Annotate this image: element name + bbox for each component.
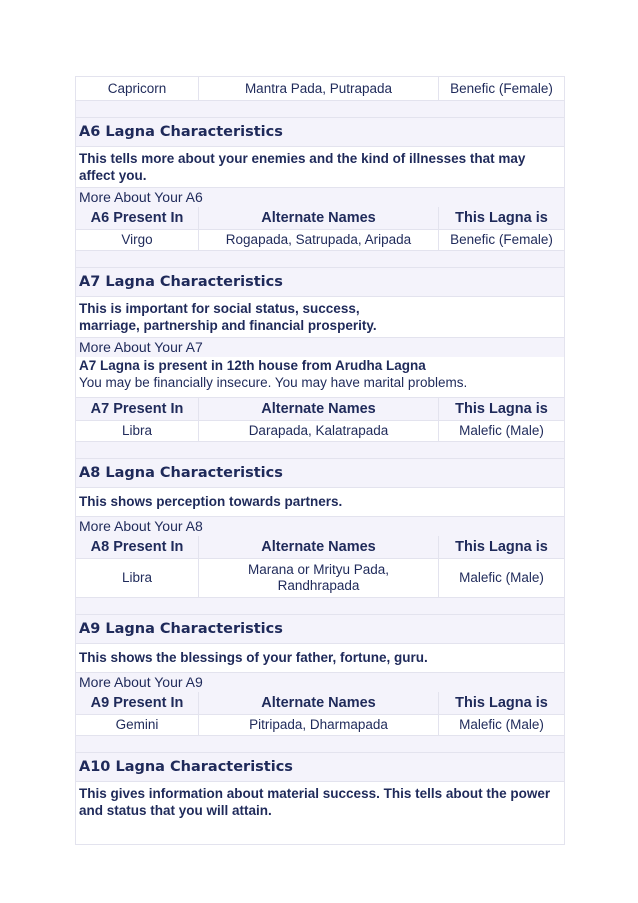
a9-description: This shows the blessings of your father, fortune, guru.: [76, 644, 564, 673]
present-cell: Capricorn: [76, 77, 199, 100]
a9-more-about: More About Your A9: [76, 673, 564, 692]
a7-house-note: A7 Lagna is present in 12th house from Arudha Lagna: [76, 357, 564, 374]
names-cell: [199, 559, 439, 597]
a9-table-row: [76, 715, 564, 736]
a6-table-header: [76, 207, 564, 230]
lagna-is-header: This Lagna is: [455, 401, 548, 417]
a8-title: A8 Lagna Characteristics: [76, 459, 564, 488]
lagna-is-header: This Lagna is: [455, 695, 548, 711]
alternate-names-header: Alternate Names: [199, 692, 439, 714]
present-in-header: A9 Present In: [76, 692, 199, 714]
page-end-space: [76, 822, 564, 845]
a8-more-about: More About Your A8: [76, 517, 564, 536]
spacer: [76, 598, 564, 615]
names-cell: Rogapada, Satrupada, Aripada: [199, 230, 439, 250]
names-cell: Pitripada, Dharmapada: [199, 715, 439, 735]
a6-title: A6 Lagna Characteristics: [76, 118, 564, 147]
lagna-cell: Malefic (Male): [459, 423, 544, 438]
a6-more-about: More About Your A6: [76, 188, 564, 207]
lagna-report: [75, 76, 565, 845]
alternate-names-header: Alternate Names: [199, 536, 439, 558]
present-in-header: A6 Present In: [76, 207, 199, 229]
a8-description: This shows perception towards partners.: [76, 488, 564, 517]
a7-description: [76, 297, 564, 338]
a7-effect-note: You may be financially insecure. You may have marital problems.: [76, 374, 564, 398]
lagna-cell: Benefic (Female): [450, 80, 553, 96]
names-cell: Mantra Pada, Putrapada: [199, 77, 439, 100]
a10-title: A10 Lagna Characteristics: [76, 753, 564, 782]
a6-description: This tells more about your enemies and the kind of illnesses that may affect you.: [76, 147, 564, 188]
lagna-cell: Malefic (Male): [459, 570, 544, 585]
alternate-names-header: Alternate Names: [199, 207, 439, 229]
spacer: [76, 736, 564, 753]
lagna-is-header: This Lagna is: [455, 539, 548, 555]
present-cell: Libra: [76, 559, 199, 597]
lagna-cell: Malefic (Male): [459, 717, 544, 732]
a8-table-row: [76, 559, 564, 598]
a7-table-row: [76, 421, 564, 442]
a10-description: This gives information about material success. This tells about the power and status that you will attain.: [76, 782, 564, 822]
spacer: [76, 251, 564, 268]
present-in-header: A7 Present In: [76, 398, 199, 420]
a9-title: A9 Lagna Characteristics: [76, 615, 564, 644]
a7-description-line-1: This is important for social status, success,: [79, 301, 360, 316]
a6-table-row: [76, 230, 564, 251]
present-cell: Gemini: [76, 715, 199, 735]
alternate-names-header: Alternate Names: [199, 398, 439, 420]
capricorn-row: [76, 77, 564, 101]
spacer: [76, 101, 564, 118]
a7-description-line-2: marriage, partnership and financial prosperity.: [79, 318, 377, 333]
lagna-cell: Benefic (Female): [450, 232, 553, 247]
present-cell: Libra: [76, 421, 199, 441]
a7-table-header: [76, 398, 564, 421]
a9-table-header: [76, 692, 564, 715]
a8-table-header: [76, 536, 564, 559]
a7-more-about: More About Your A7: [76, 338, 564, 357]
spacer: [76, 442, 564, 459]
a7-title: A7 Lagna Characteristics: [76, 268, 564, 297]
names-cell: Darapada, Kalatrapada: [199, 421, 439, 441]
names-line-1: Marana or Mrityu Pada,: [247, 562, 390, 577]
present-in-header: A8 Present In: [76, 536, 199, 558]
present-cell: Virgo: [76, 230, 199, 250]
lagna-is-header: This Lagna is: [455, 210, 548, 226]
names-line-2: Randhrapada: [277, 578, 360, 593]
